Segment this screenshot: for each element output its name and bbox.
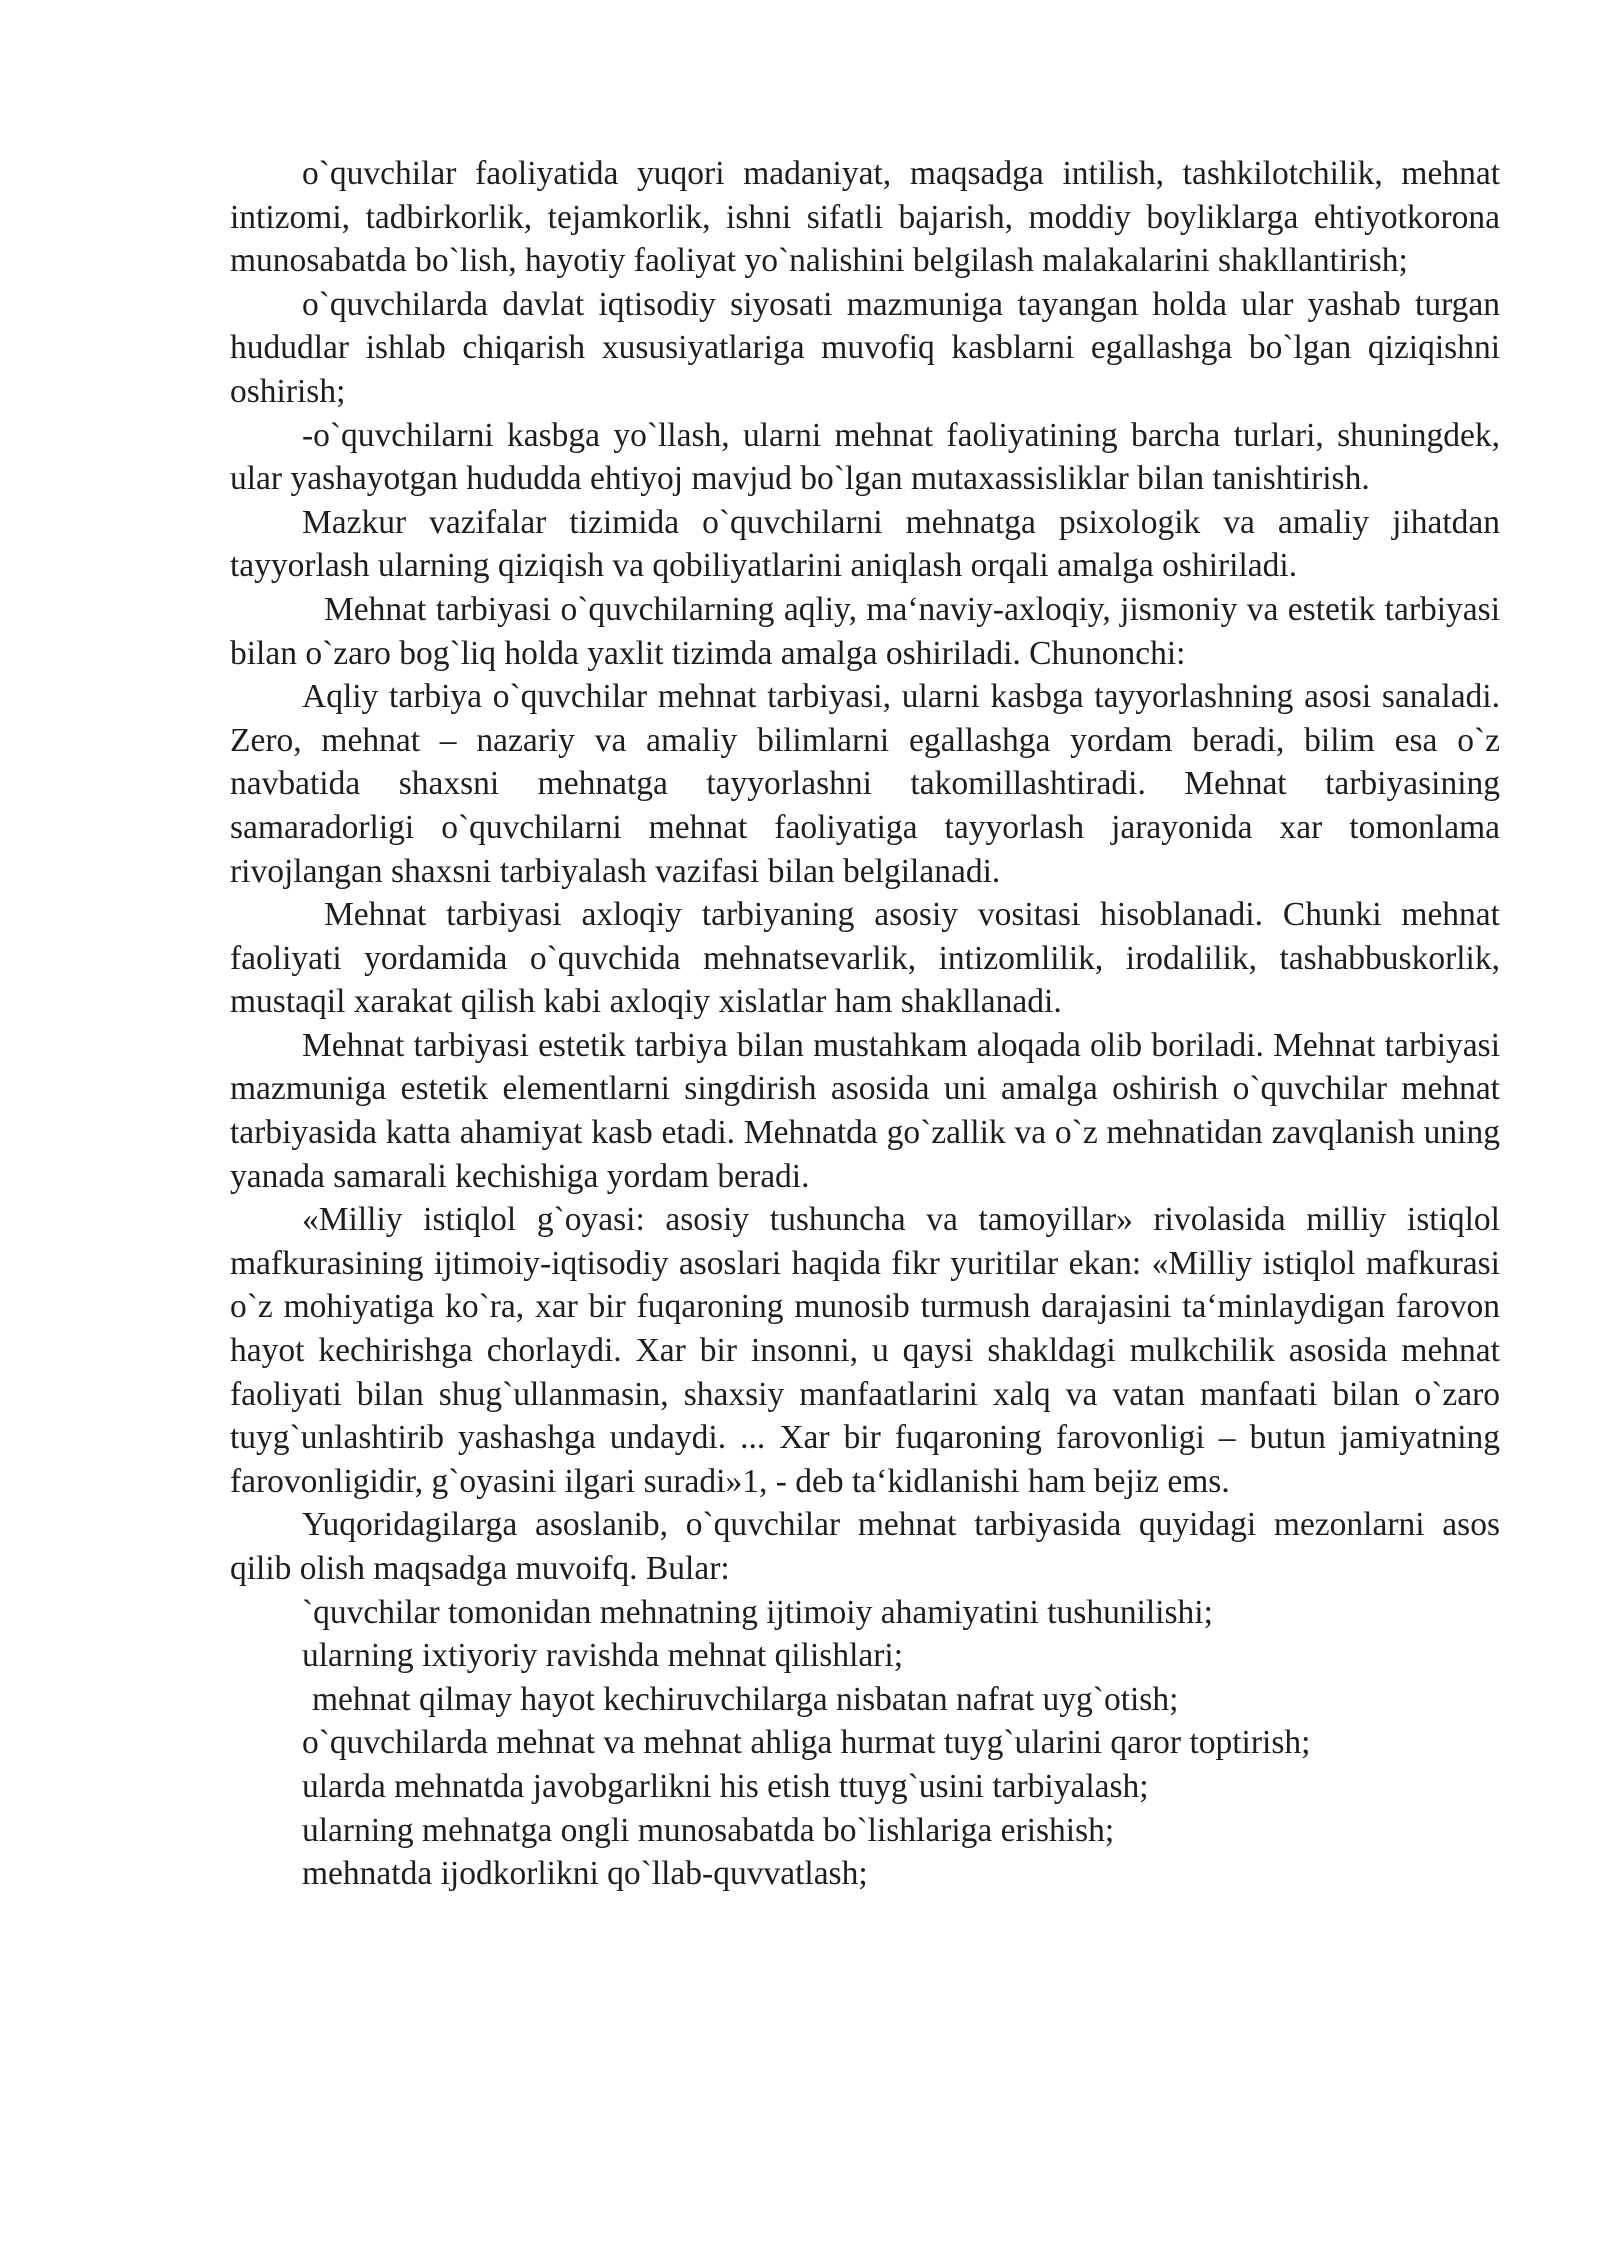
paragraph-8: Mehnat tarbiyasi estetik tarbiya bilan mustahkam aloqada olib boriladi. Mehnat tarbiyasi mazmuniga estetik elementlarni singdirish asosida uni amalga oshirish o`quvchilar mehnat tarbiyasida katta ahamiyat kasb etadi. Mehnatda go`zallik va o`z mehnatidan zavqlanish uning yanada samarali kechishiga yordam beradi. (230, 1026, 1500, 1195)
paragraph-9: «Milliy istiqlol g`oyasi: asosiy tushuncha va tamoyillar» rivolasida milliy istiqlol mafkurasining ijtimoiy-iqtisodiy asoslari haqida fikr yuritilar ekan: «Milliy istiqlol mafkurasi o`z mohiyatiga ko`ra, xar bir fuqaroning munosib turmush darajasini ta‘minlaydigan farovon hayot kechirishga chorlaydi. Xar bir insonni, u qaysi shakldagi mulkchilik asosida mehnat faoliyati bilan shug`ullanmasin, shaxsiy manfaatlarini xalq va vatan manfaati bilan o`zaro tuyg`unlashtirib yashashga undaydi. ... Xar bir fuqaroning farovonligi – butun jamiyatning farovonligidir, g`oyasini ilgari suradi»1, - deb ta‘kidlanishi ham bejiz ems. (230, 1201, 1500, 1500)
criteria-list (230, 1591, 1500, 1896)
paragraph-3: -o`quvchilarni kasbga yo`llash, ularni mehnat faoliyatining barcha turlari, shuningdek, ular yashayotgan hududda ehtiyoj mavjud bo`lgan mutaxassisliklar bilan tanishtirish. (230, 416, 1500, 498)
list-item: ularning mehnatga ongli munosabatda bo`lishlariga erishish; (302, 1811, 1115, 1849)
list-item: ularda mehnatda javobgarlikni his etish ttuyg`usini tarbiyalash; (302, 1767, 1149, 1805)
list-item: mehnat qilmay hayot kechiruvchilarga nisbatan nafrat uyg`otish; (312, 1680, 1179, 1718)
list-item: mehnatda ijodkorlikni qo`llab-quvvatlash; (302, 1855, 868, 1893)
paragraph-10: Yuqoridagilarga asoslanib, o`quvchilar mehnat tarbiyasida quyidagi mezonlarni asos qilib olish maqsadga muvoifq. Bular: (230, 1506, 1500, 1587)
paragraph-6: Aqliy tarbiya o`quvchilar mehnat tarbiyasi, ularni kasbga tayyorlashning asosi sanaladi. Zero, mehnat – nazariy va amaliy bilimlarni egallashga yordam beradi, bilim esa o`z navbatida shaxsni mehnatga tayyorlashni takomillashtiradi. Mehnat tarbiyasining samaradorligi o`quvchilarni mehnat faoliyatiga tayyorlash jarayonida xar tomonlama rivojlangan shaxsni tarbiyalash vazifasi bilan belgilanadi. (230, 678, 1500, 890)
paragraph-2: o`quvchilarda davlat iqtisodiy siyosati mazmuniga tayangan holda ular yashab turgan hududlar ishlab chiqarish xususiyatlariga muvofiq kasblarni egallashga bo`lgan qiziqishni oshirish; (230, 285, 1500, 410)
paragraph-7: Mehnat tarbiyasi axloqiy tarbiyaning asosiy vositasi hisoblanadi. Chunki mehnat faoliyati yordamida o`quvchida mehnatsevarlik, intizomlilik, irodalilik, tashabbuskorlik, mustaqil xarakat qilish kabi axloqiy xislatlar ham shakllanadi. (230, 896, 1500, 1021)
list-item: o`quvchilarda mehnat va mehnat ahliga hurmat tuyg`ularini qaror toptirish; (302, 1724, 1311, 1762)
paragraph-4: Mazkur vazifalar tizimida o`quvchilarni mehnatga psixologik va amaliy jihatdan tayyorlash ularning qiziqish va qobiliyatlarini aniqlash orqali amalga oshiriladi. (230, 503, 1500, 585)
list-item: ularning ixtiyoriy ravishda mehnat qilishlari; (302, 1637, 904, 1675)
paragraph-5: Mehnat tarbiyasi o`quvchilarning aqliy, ma‘naviy-axloqiy, jismoniy va estetik tarbiyasi bilan o`zaro bog`liq holda yaxlit tizimda amalga oshiriladi. Chunonchi: (230, 590, 1500, 672)
document-page (230, 152, 1500, 1896)
list-item: `quvchilar tomonidan mehnatning ijtimoiy ahamiyatini tushunilishi; (302, 1593, 1213, 1631)
paragraph-1: o`quvchilar faoliyatida yuqori madaniyat, maqsadga intilish, tashkilotchilik, mehnat intizomi, tadbirkorlik, tejamkorlik, ishni sifatli bajarish, moddiy boyliklarga ehtiyotkorona munosabatda bo`lish, hayotiy faoliyat yo`nalishini belgilash malakalarini shakllantirish; (230, 155, 1500, 280)
